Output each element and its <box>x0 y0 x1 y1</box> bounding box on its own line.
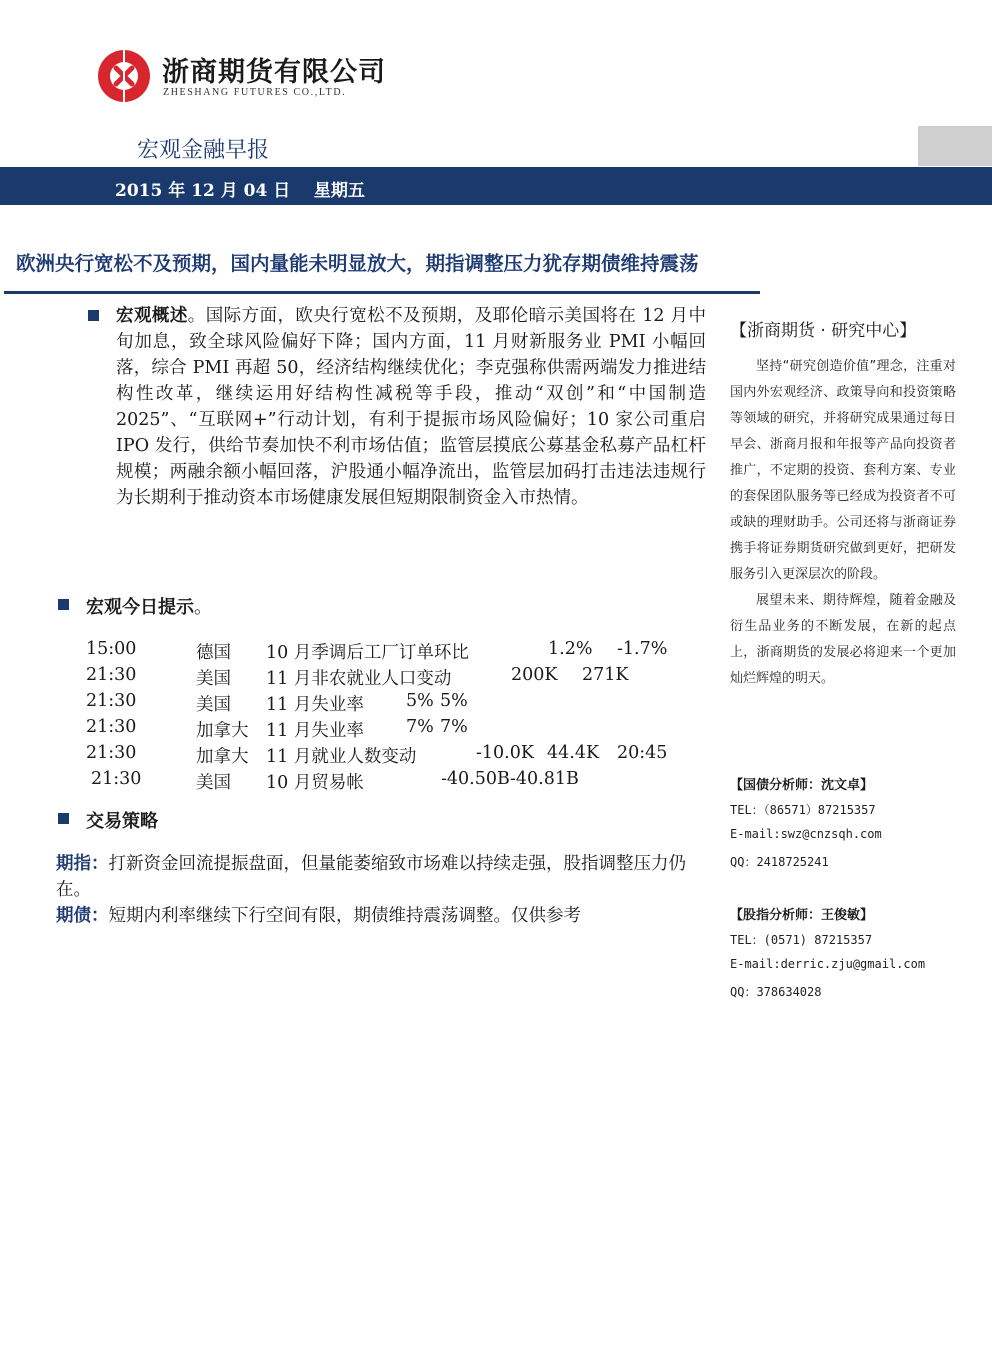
event-value-1: 5% <box>406 691 434 711</box>
company-name-en: ZHESHANG FUTURES CO.,LTD. <box>163 87 347 98</box>
analyst-1-title: 【国债分析师：沈文卓】 <box>730 778 874 793</box>
event-name: 11 月失业率 <box>266 695 364 715</box>
header-gray-tab <box>918 126 992 166</box>
event-value-2: 7% <box>440 717 468 737</box>
report-title: 宏观金融早报 <box>137 138 270 163</box>
event-name: 11 月非农就业人口变动 <box>266 669 452 689</box>
headline: 欧洲央行宽松不及预期，国内量能未明显放大，期指调整压力犹存期债维持震荡 <box>16 252 699 275</box>
strategy-title: 交易策略 <box>86 811 158 832</box>
sidebar-para-1: 坚持“研究创造价值”理念，注重对国内外宏观经济、政策导向和投资策略等领域的研究，并将研究成果通过每日早会、浙商月报和年报等产品向投资者推广，不定期的投资、套利方案、专业的套保团队服务等已经成为投资者不可或缺的理财助手。公司还将与浙商证券携手将证券期货研究做到更好，把研发服务引入更深层次的阶段。 <box>730 359 956 582</box>
event-value-2: -1.7% <box>617 639 668 659</box>
analyst-2-tel: TEL：(0571) 87215357 <box>730 933 873 947</box>
sidebar-para-2: 展望未来、期待辉煌，随着金融及衍生品业务的不断发展，在新的起点上，浙商期货的发展必将迎来一个更加灿烂辉煌的明天。 <box>730 593 956 686</box>
today-title: 宏观今日提示。 <box>86 597 212 618</box>
event-country: 加拿大 <box>196 747 249 767</box>
sidebar-title: 【浙商期货 · 研究中心】 <box>730 321 917 341</box>
event-value-2: 44.4K <box>547 743 600 763</box>
event-country: 美国 <box>196 773 231 793</box>
analyst-2-title: 【股指分析师：王俊敏】 <box>730 908 874 923</box>
analyst-2-qq: QQ：378634028 <box>730 985 822 999</box>
analyst-2-email[interactable]: E-mail:derric.zju@gmail.com <box>730 957 926 971</box>
company-logo-icon <box>96 48 152 104</box>
event-value-2: 271K <box>582 665 629 685</box>
event-name: 10 月贸易帐 <box>266 773 364 793</box>
event-time: 21:30 <box>86 665 137 685</box>
event-country: 美国 <box>196 695 231 715</box>
event-country: 加拿大 <box>196 721 249 741</box>
event-value-1: -40.50B <box>441 769 510 789</box>
event-country: 美国 <box>196 669 231 689</box>
event-time: 21:30 <box>86 691 137 711</box>
headline-divider <box>4 291 760 294</box>
overview-text: 。国际方面，欧央行宽松不及预期，及耶伦暗示美国将在 12 月中旬加息，致全球风险偏好下降；国内方面，11 月财新服务业 PMI 小幅回落，综合 PMI 再超 50，经济结构继续优化；李克强称供需两端发力推进结构性改革，继续运用好结构性减税等手段，推动“双创”和“中国制造 2025”、“互联网+”行动计划，有利于提振市场风险偏好；10 家公司重启 IPO 发行，供给节奏加快不利市场估值；监管层摸底公募基金私募产品杠杆规模；两融余额小幅回落，沪股通小幅净流出，监管层加码打击违法违规行为长期利于推动资本市场健康发展但短期限制资金入市热情。 <box>116 306 706 508</box>
analyst-1-qq: QQ：2418725241 <box>730 855 829 869</box>
bullet-square-icon <box>88 310 99 321</box>
event-value-2: 5% <box>440 691 468 711</box>
event-country: 德国 <box>196 643 231 663</box>
bullet-square-icon <box>58 599 69 610</box>
sidebar-intro <box>730 354 956 692</box>
macro-overview <box>116 303 706 511</box>
event-time: 15:00 <box>86 639 137 659</box>
event-value-1: 200K <box>511 665 558 685</box>
event-time: 21:30 <box>91 769 142 789</box>
event-value-1: -10.0K <box>476 743 534 763</box>
overview-title: 宏观概述 <box>116 306 188 326</box>
event-time: 21:30 <box>86 717 137 737</box>
analyst-1-email[interactable]: E-mail:swz@cnzsqh.com <box>730 827 882 841</box>
event-value-1: 7% <box>406 717 434 737</box>
analyst-1-tel: TEL：（86571）87215357 <box>730 803 876 817</box>
bullet-square-icon <box>58 813 69 824</box>
event-value-2: -40.81B <box>510 769 579 789</box>
event-name: 11 月失业率 <box>266 721 364 741</box>
strategy-futures-index: 期指：打新资金回流提振盘面，但量能萎缩致市场难以持续走强，股指调整压力仍在。 <box>56 854 686 900</box>
event-time: 21:30 <box>86 743 137 763</box>
report-date: 2015 年 12 月 04 日 星期五 <box>115 181 365 201</box>
event-name: 10 月季调后工厂订单环比 <box>266 643 469 663</box>
company-name-cn: 浙商期货有限公司 <box>162 57 386 88</box>
event-extra-time: 20:45 <box>617 743 668 763</box>
event-value-1: 1.2% <box>548 639 593 659</box>
event-name: 11 月就业人数变动 <box>266 747 417 767</box>
strategy-bond: 期债：短期内利率继续下行空间有限，期债维持震荡调整。仅供参考 <box>56 906 581 926</box>
